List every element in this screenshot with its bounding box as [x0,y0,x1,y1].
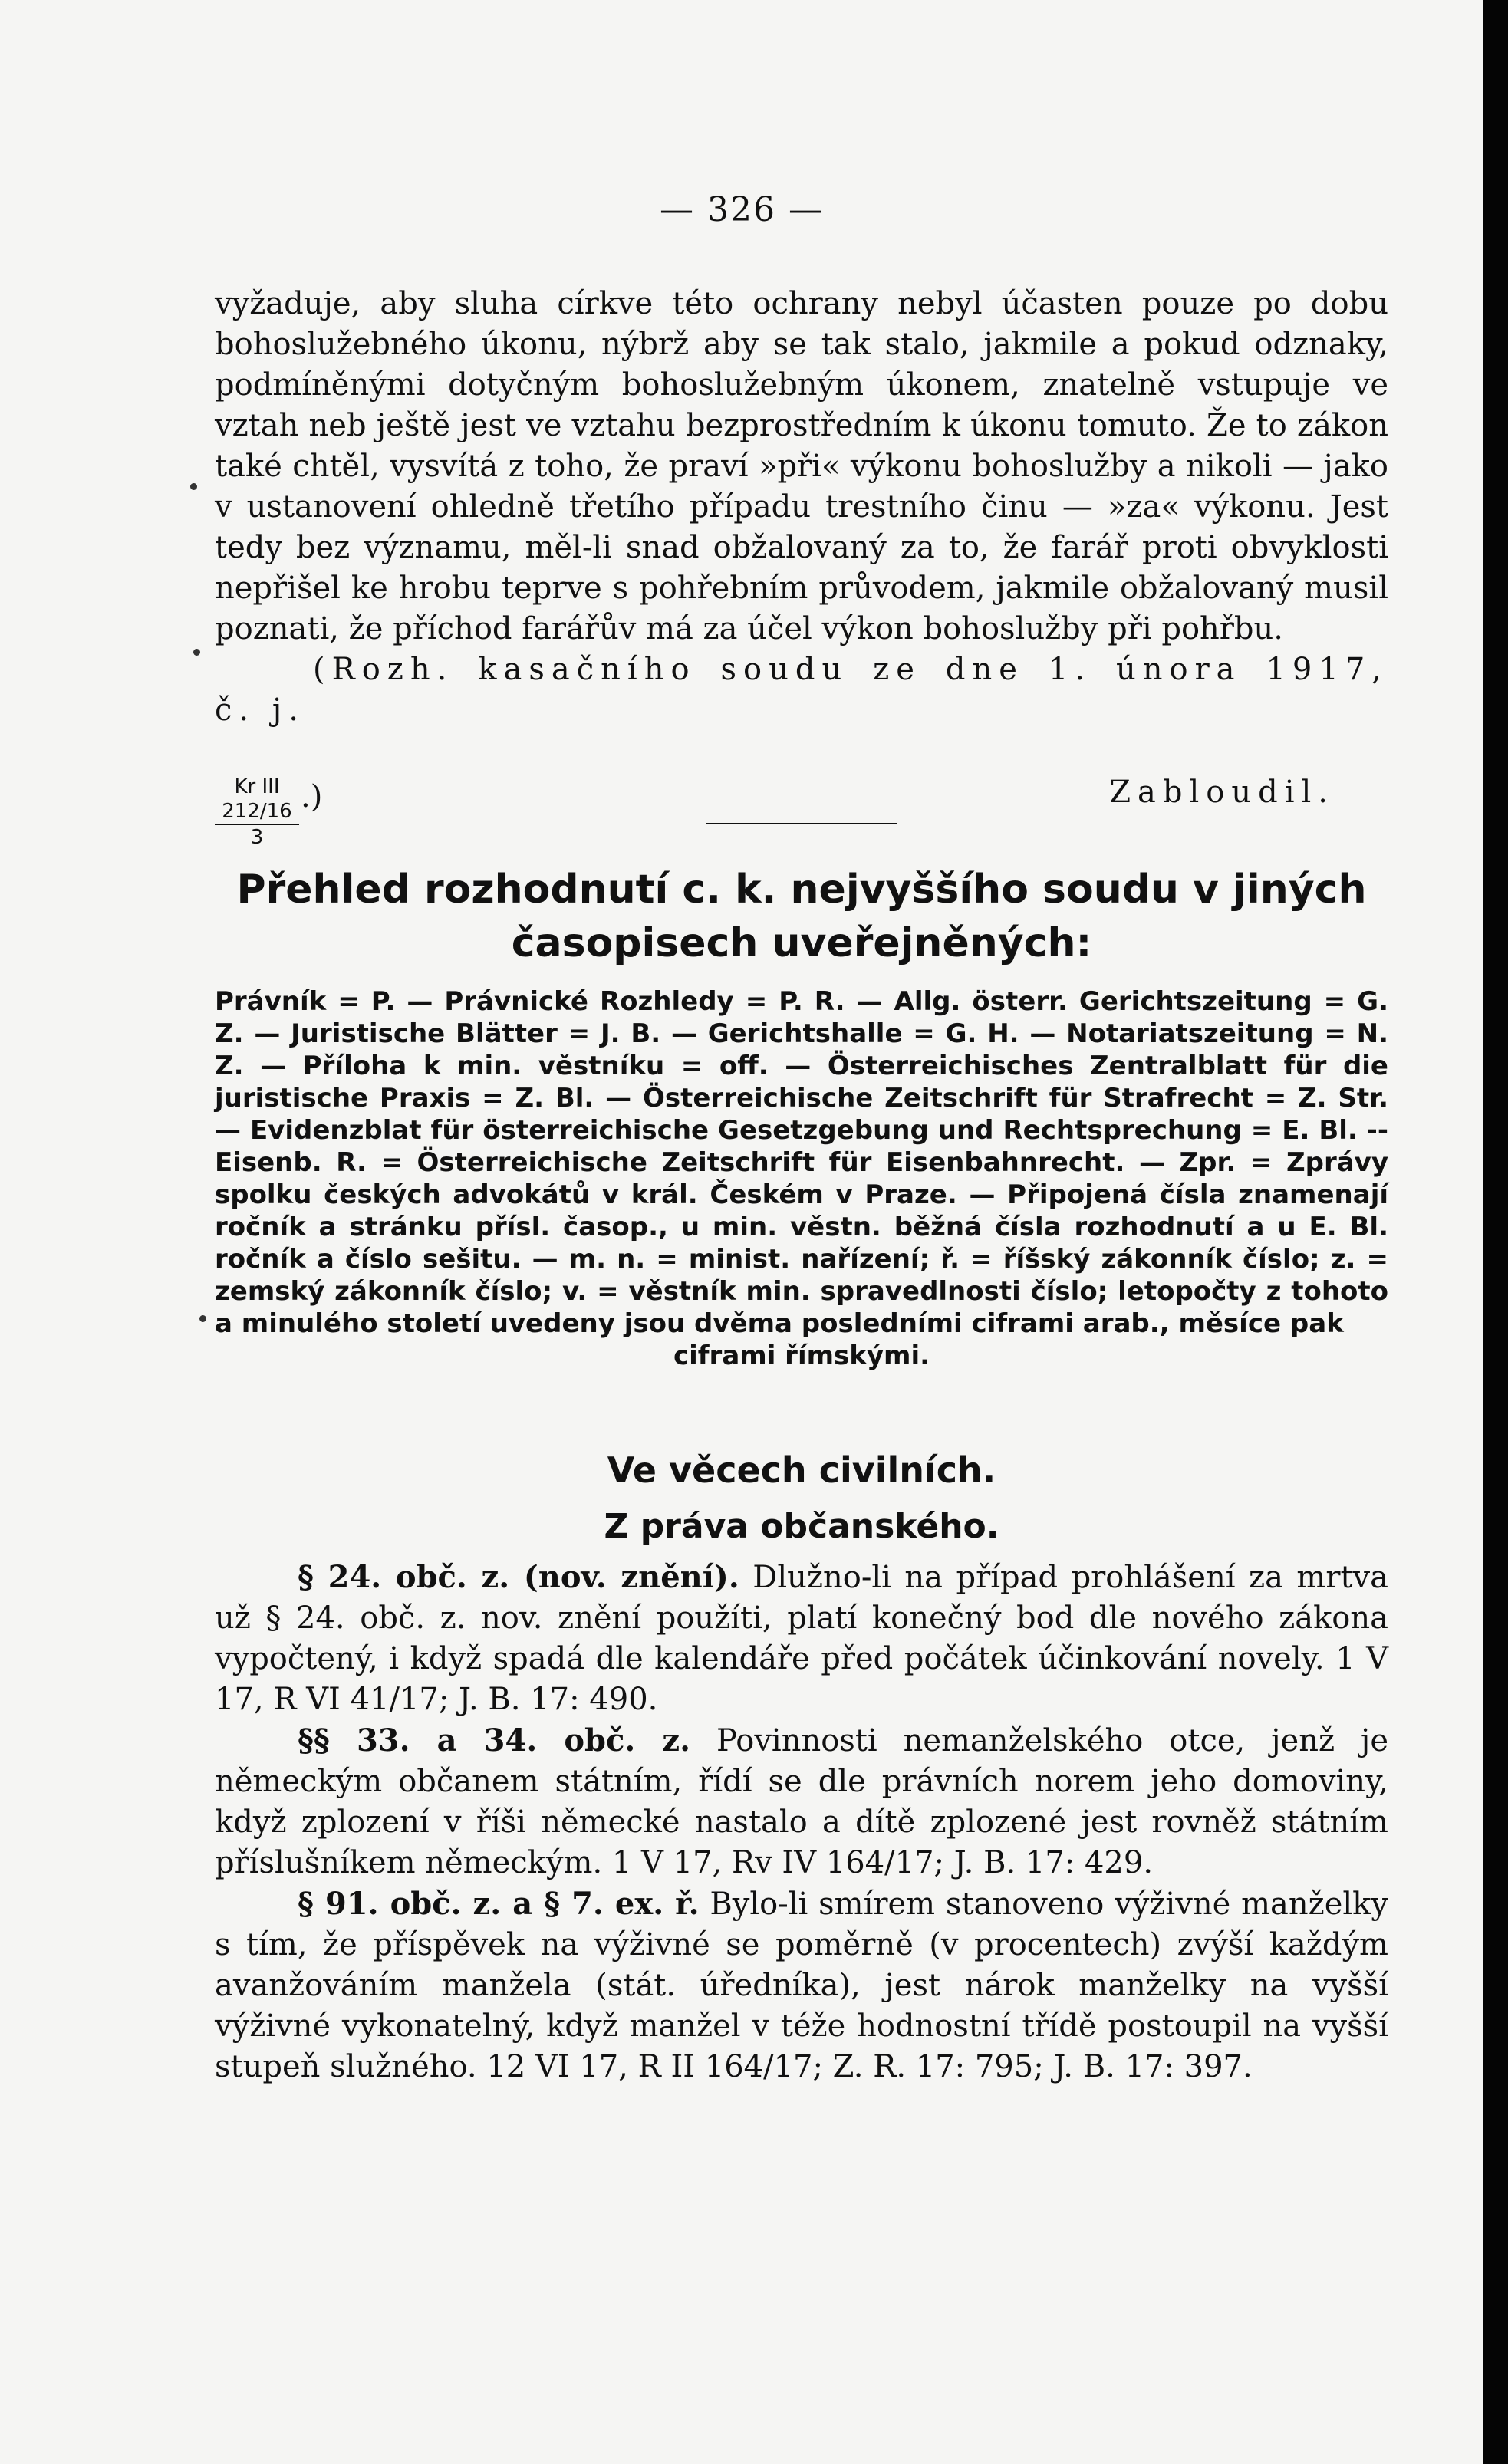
entry-text: Povinnosti nemanželského otce, jenž je německým občanem státním, řídí se dle právních norem jeho domoviny, když zplození v říši německé nastalo a dítě zplozené jest rovněž státním příslušníkem německým. 1 V 17, Rv IV 164/17; J. B. 17: 429. [215,1723,1388,1880]
abbreviations-last-line: ciframi římskými. [673,1341,930,1371]
scan-speck [193,649,200,656]
case-number-numerator: Kr III 212/16 [215,775,299,825]
entry-24 [215,1557,1388,1720]
civil-heading: Ve věcech civilních. [607,1449,996,1491]
court-citation: (Rozh. kasačního soudu ze dne 1. února 1917, č. j. [215,652,1388,728]
civil-entries [215,1557,1388,2087]
entry-section: § 24. obč. z. (nov. znění). [298,1559,739,1595]
entry-text: Bylo-li smírem stanoveno výživné manželky s tím, že příspěvek na výživné se poměrně (v procentech) zvýší každým avanžováním manžela (stát. úředníka), jest nárok manželky na vyšší výživné vykonatelný, když manžel v téže hodnostní třídě postoupil na vyšší stupeň služného. 12 VI 17, R II 164/17; Z. R. 17: 795; J. B. 17: 397. [215,1887,1388,2084]
entry-section: §§ 33. a 34. obč. z. [298,1722,691,1758]
page-number: — 326 — [660,190,824,229]
citation-row [215,775,1388,849]
review-heading: Přehled rozhodnutí c. k. nejvyššího soudu v jiných časopisech uveřejněných: [236,867,1367,966]
civil-law-subheading: Z práva občanského. [604,1507,999,1546]
case-number-fraction [215,775,299,850]
abbreviations-legend [215,985,1388,1372]
entry-33-34 [215,1720,1388,1883]
entry-91 [215,1883,1388,2087]
intro-paragraph: vyžaduje, aby sluha církve této ochrany nebyl účasten pouze po dobu bohoslužebného úkonu, nýbrž aby se tak stalo, jakmile a pokud odznaky, podmíněnými dotyčným bohoslužebným úkonem, znatelně vstupuje ve vztah neb ještě jest ve vztahu bezprostředním k úkonu tomuto. Že to zákon také chtěl, vysvítá z toho, že praví »při« výkonu bohoslužby a nikoli — jako v ustanovení ohledně třetího případu trestního činu — »za« výkonu. Jest tedy bez významu, měl-li snad obžalovaný za to, že farář proti obvyklosti nepřišel ke hrobu teprve s pohřebním průvodem, jakmile obžalovaný musil poznati, že příchod farářův má za účel výkon bohoslužby při pohřbu. [215,286,1388,646]
scan-speck [199,1315,206,1322]
scan-border [1483,0,1508,2464]
entry-section: § 91. obč. z. a § 7. ex. ř. [298,1886,700,1922]
intro-section [215,284,1388,731]
citation-close: .) [301,779,323,814]
scan-speck [190,483,197,490]
case-number-denominator: 3 [250,826,264,849]
abbreviations-text: Právník = P. — Právnické Rozhledy = P. R. — Allg. österr. Gerichtszeitung = G. Z. — Juristische Blätter = J. B. — Gerichtshalle = G. H. — Notariatszeitung = N. Z. — Příloha k min. věstníku = off. — Österreichisches Zentralblatt für die juristische Praxis = Z. Bl. — Österreichische Zeitschrift für Strafrecht = Z. Str. — Evidenzblat für österreichische Gesetzgebung und Rechtsprechung = E. Bl. -- Eisenb. R. = Österreichische Zeitschrift für Eisenbahnrecht. — Zpr. = Zprávy spolku českých advokátů v král. Českém v Praze. — Připojená čísla znamenají ročník a stránku přísl. časop., u min. věstn. běžná čísla rozhodnutí a u E. Bl. ročník a číslo sešitu. — m. n. = minist. nařízení; ř. = říšský zákonník číslo; z. = zemský zákonník číslo; v. = věstník min. spravedlnosti číslo; letopočty z tohoto a minulého století uvedeny jsou dvěma posledními ciframi arab., měsíce pak [215,986,1388,1339]
entry-text: Dlužno-li na případ prohlášení za mrtva už § 24. obč. z. nov. znění použíti, platí konečný bod dle nového zákona vypočtený, i když spadá dle kalendáře před počátek účinkování novely. 1 V 17, R VI 41/17; J. B. 17: 490. [215,1560,1389,1717]
section-divider [706,823,897,824]
author-signature: Zabloudil. [1109,775,1335,810]
